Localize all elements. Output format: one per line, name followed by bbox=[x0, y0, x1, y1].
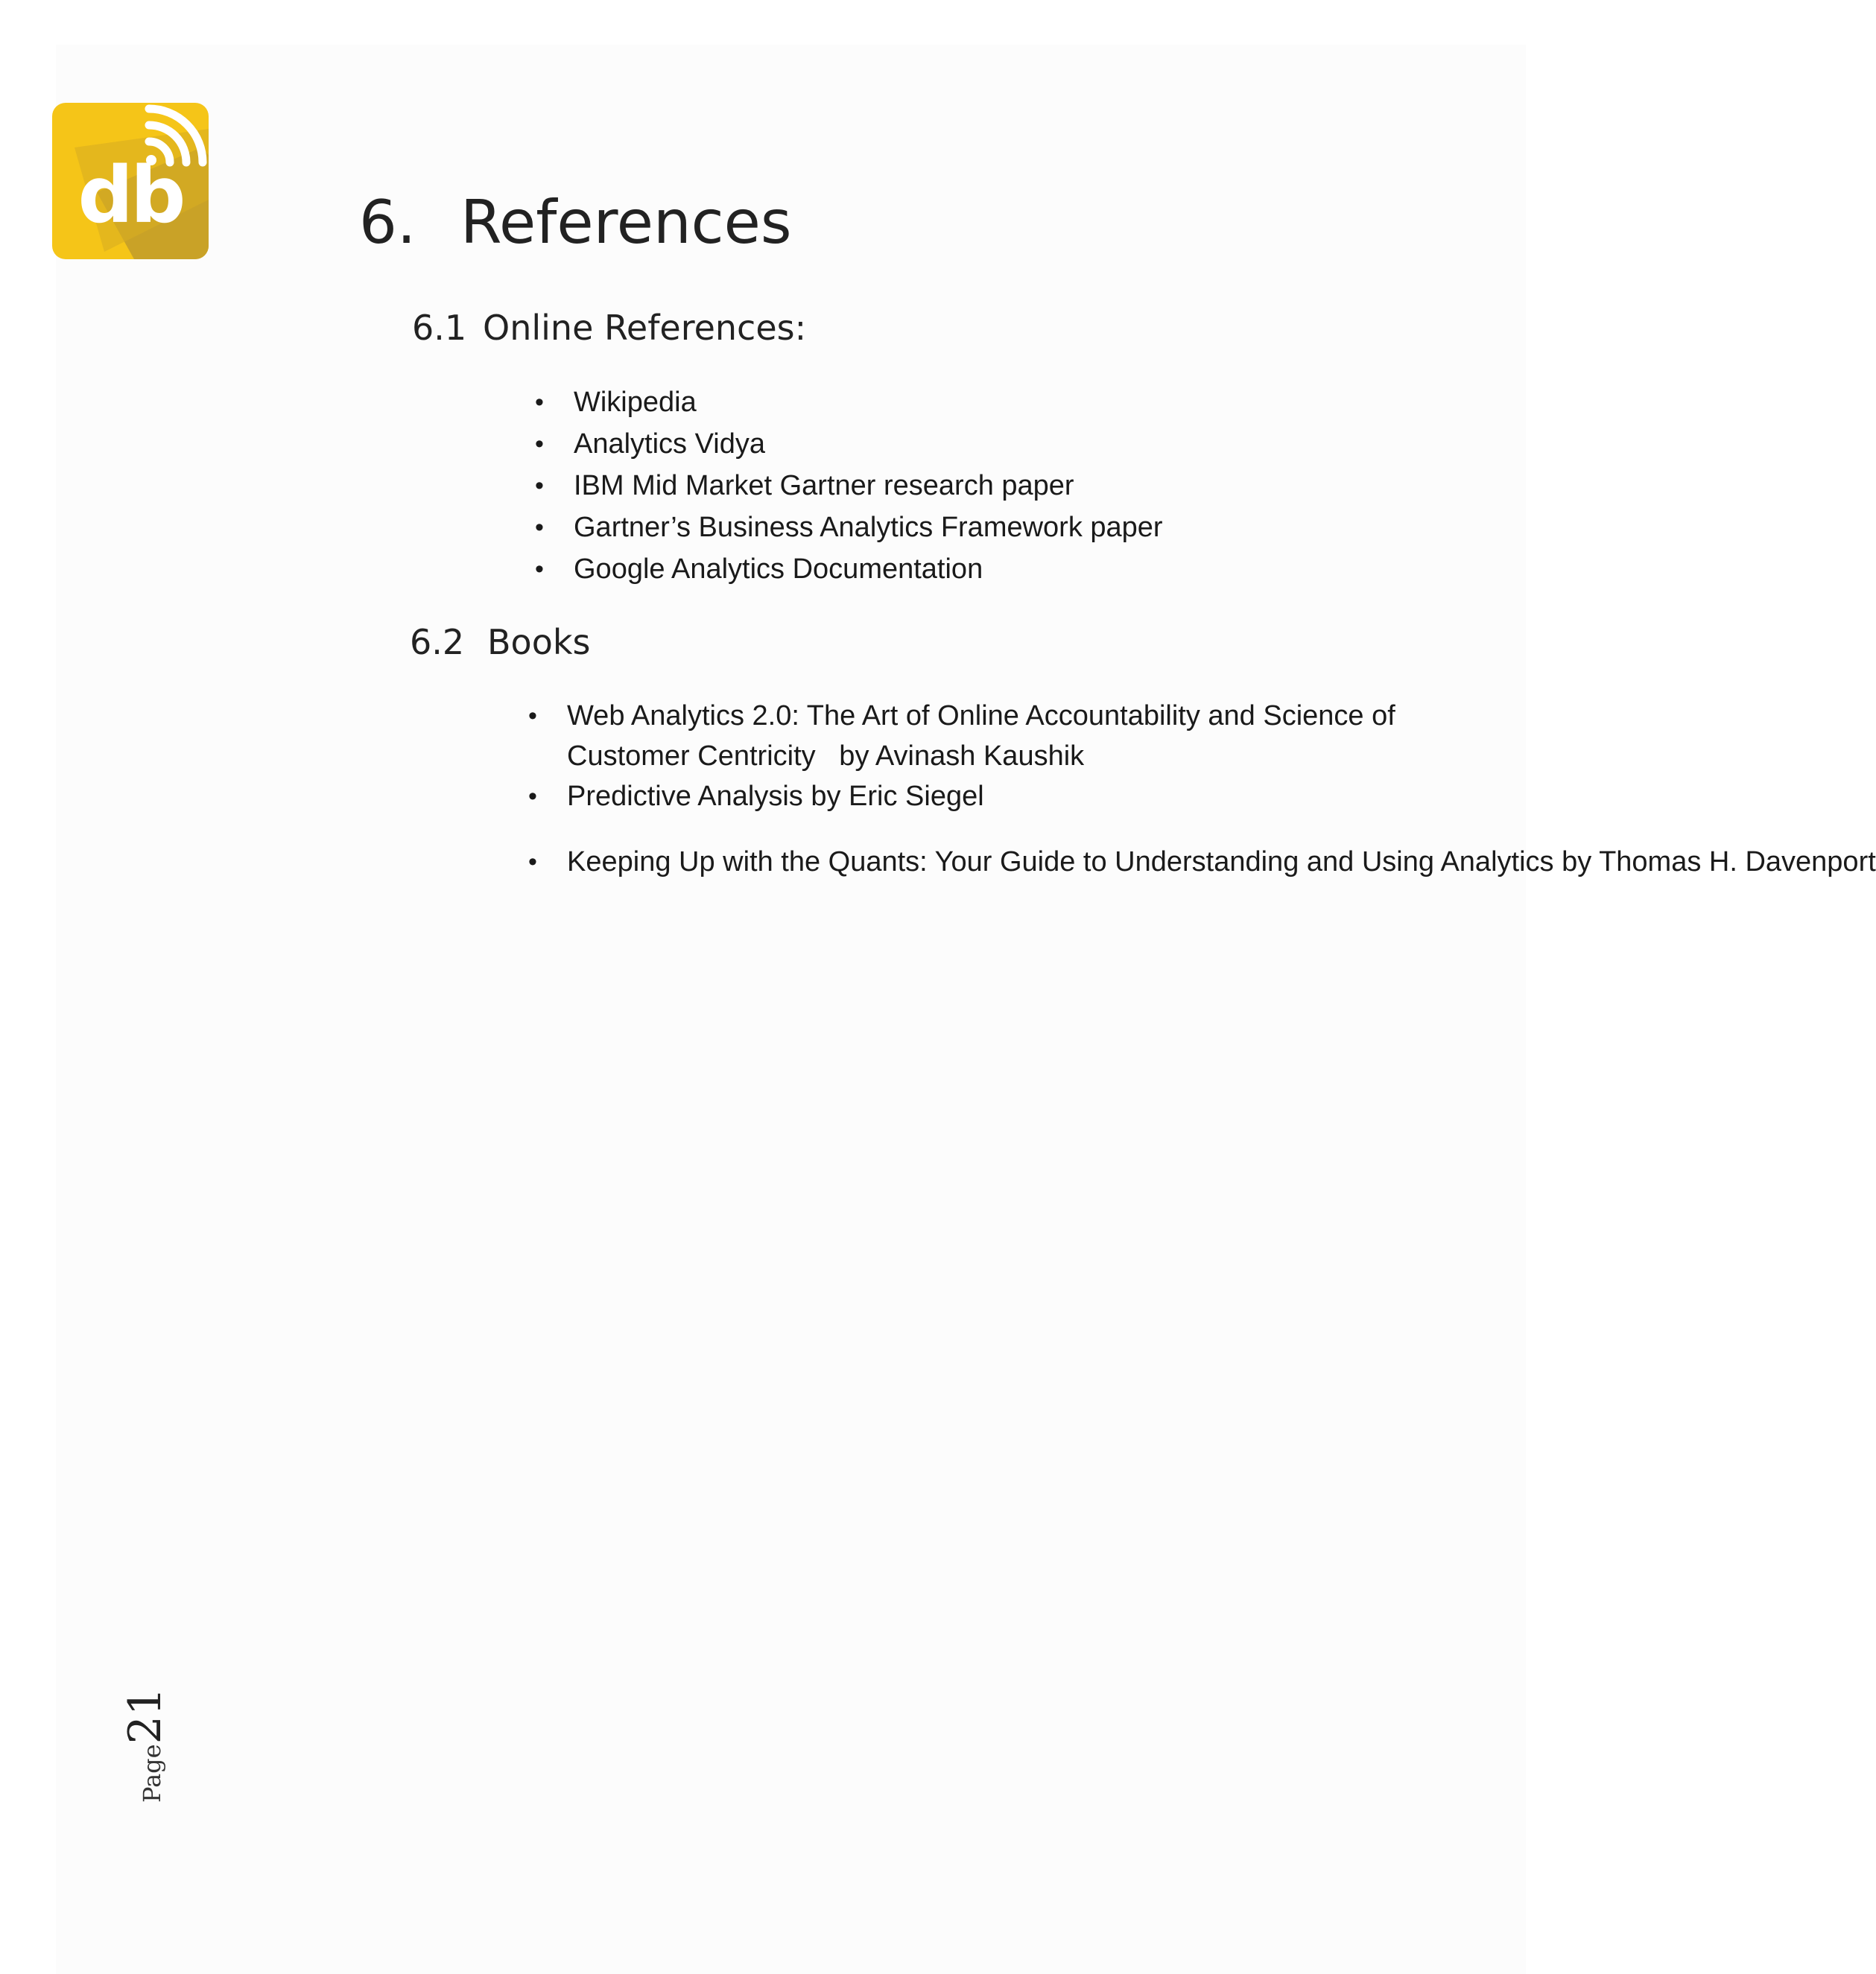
list-item: • Wikipedia bbox=[574, 381, 1163, 423]
bullet-icon: • bbox=[535, 430, 544, 458]
bullet-icon: • bbox=[528, 782, 537, 810]
section-number: 6.1 bbox=[412, 308, 467, 348]
bullet-icon: • bbox=[528, 848, 537, 876]
books-list bbox=[528, 696, 1876, 882]
section-title: Books bbox=[487, 622, 591, 662]
section-heading-books bbox=[410, 618, 590, 666]
section-title: Online References: bbox=[483, 308, 807, 348]
bullet-icon: • bbox=[535, 388, 544, 416]
section-number: 6.2 bbox=[410, 622, 465, 662]
bullet-icon: • bbox=[535, 513, 544, 542]
page-title bbox=[359, 182, 792, 264]
db-logo bbox=[52, 103, 209, 259]
list-item: • Web Analytics 2.0: The Art of Online Accountability and Science of Customer Centricity by Avinash Kaushik bbox=[567, 696, 1439, 776]
logo-text: db bbox=[77, 150, 183, 241]
list-item: • Gartner’s Business Analytics Framework paper bbox=[574, 507, 1163, 548]
list-item: • Analytics Vidya bbox=[574, 423, 1163, 465]
page-number bbox=[119, 1624, 209, 1803]
page-word: Page bbox=[138, 1744, 166, 1803]
bullet-icon: • bbox=[528, 702, 537, 730]
list-item: • Predictive Analysis by Eric Siegel bbox=[567, 776, 1439, 816]
page-number-value: 21 bbox=[119, 1687, 171, 1745]
list-item: • IBM Mid Market Gartner research paper bbox=[574, 465, 1163, 507]
list-item: • Keeping Up with the Quants: Your Guide to Understanding and Using Analytics by Thomas H. Davenport bbox=[567, 842, 1439, 882]
online-references-list bbox=[535, 381, 1163, 590]
list-item: • Google Analytics Documentation bbox=[574, 548, 1163, 590]
title-number: 6. bbox=[359, 188, 416, 257]
title-text: References bbox=[460, 188, 792, 257]
section-heading-online bbox=[412, 304, 806, 352]
bullet-icon: • bbox=[535, 472, 544, 500]
bullet-icon: • bbox=[535, 555, 544, 583]
